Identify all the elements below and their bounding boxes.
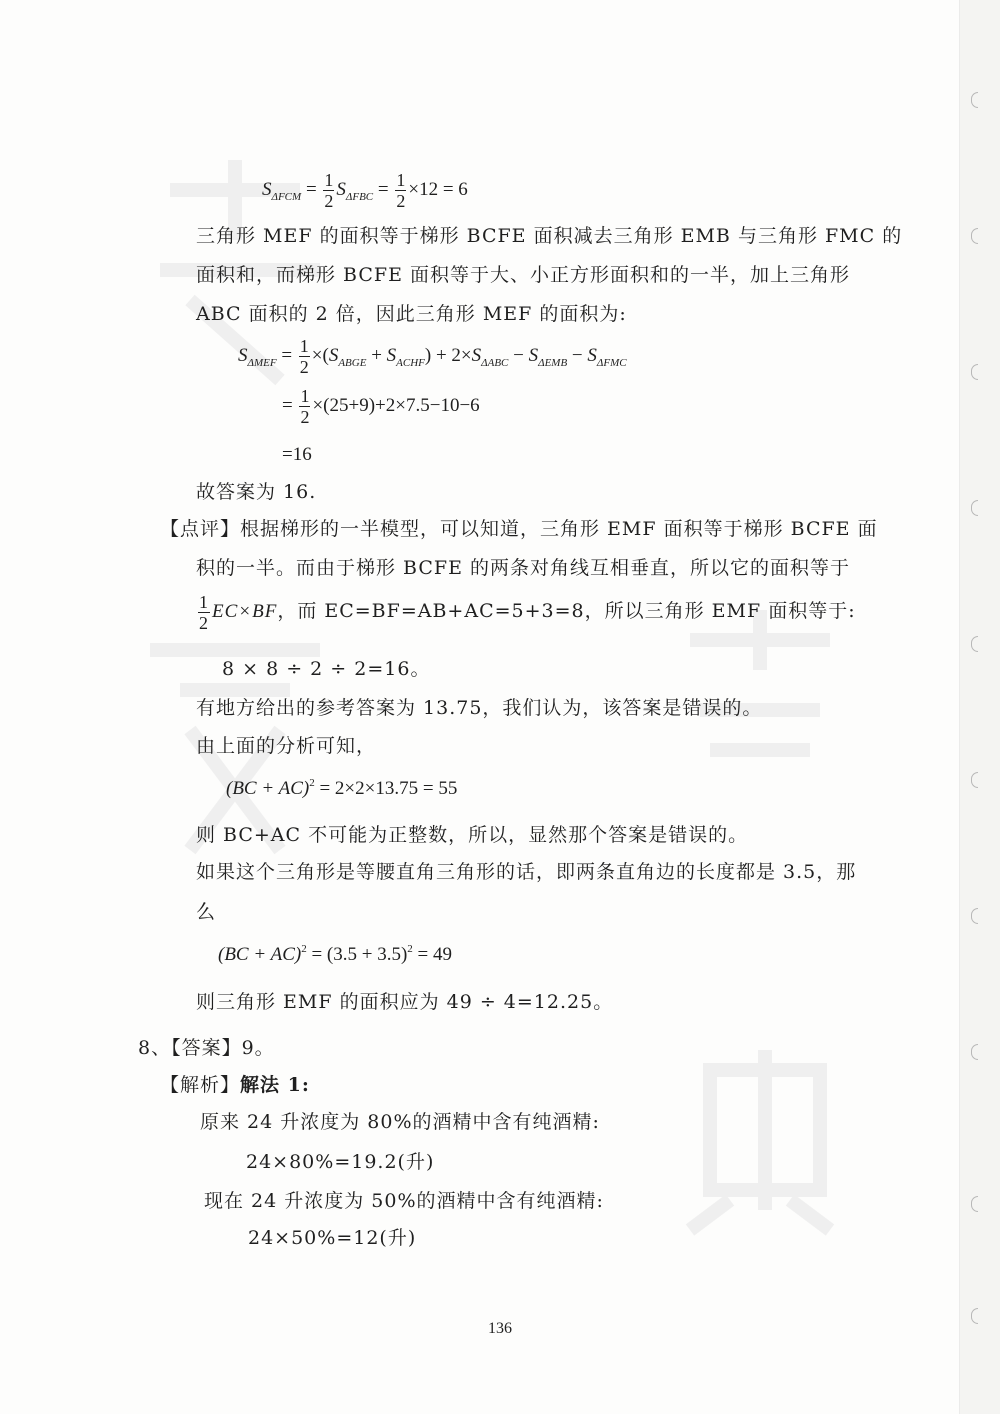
binder-hole	[971, 1196, 978, 1212]
binder-hole	[971, 228, 978, 244]
fraction-half: $\frac{1}{2}$	[300, 386, 310, 427]
paragraph-line: 三角形 MEF 的面积等于梯形 BCFE 面积减去三角形 EMB 与三角形 FMC 的	[196, 225, 903, 247]
paragraph-line: 有地方给出的参考答案为 13.75，我们认为，该答案是错误的。	[196, 697, 763, 719]
equation-square-1: (BC + AC)$^2$ = 2×2×13.75 = 55	[226, 777, 458, 799]
binder-hole	[971, 500, 978, 516]
binder-hole	[971, 92, 978, 108]
comment-line: 【点评】根据梯形的一半模型，可以知道，三角形 EMF 面积等于梯形 BCFE 面	[160, 518, 878, 540]
paragraph-line: 由上面的分析可知，	[196, 735, 377, 757]
question-8-answer: 8、【答案】9。	[138, 1037, 275, 1059]
binder-hole	[971, 364, 978, 380]
binder-hole	[971, 908, 978, 924]
fraction-half: $\frac{1}{2}$	[324, 170, 334, 211]
solution-header: 【解析】解法 1:	[160, 1074, 310, 1096]
conclusion-text: 故答案为 16.	[196, 481, 317, 503]
fraction-half: $\frac{1}{2}$	[299, 336, 309, 377]
paragraph-line: 么	[196, 901, 217, 923]
solution-line: 现在 24 升浓度为 50%的酒精中含有纯酒精:	[204, 1190, 604, 1212]
page-number: 136	[488, 1320, 512, 1337]
solution-line: 原来 24 升浓度为 80%的酒精中含有纯酒精:	[200, 1111, 600, 1133]
binder-hole	[971, 636, 978, 652]
paragraph-line: 则 BC+AC 不可能为正整数，所以，显然那个答案是错误的。	[196, 824, 749, 846]
paragraph-line: ABC 面积的 2 倍，因此三角形 MEF 的面积为:	[196, 303, 627, 325]
solution-calc: 24×50%=12(升)	[248, 1227, 417, 1249]
paragraph-line: 面积和，而梯形 BCFE 面积等于大、小正方形面积和的一半，加上三角形	[196, 264, 850, 286]
equation-fcm: $S_{\Delta FCM}$ = $\frac{1}{2}$ $S_{\Delta FBC}$ = $\frac{1}{2}$ ×12 = 6	[262, 170, 468, 211]
solution-calc: 24×80%=19.2(升)	[246, 1151, 435, 1173]
fraction-half: $\frac{1}{2}$	[396, 170, 406, 211]
comment-math: $\frac{1}{2}$ EC×BF	[199, 592, 278, 633]
equation-mef-row1: $S_{\Delta MEF}$ = $\frac{1}{2}$ $\times(S_{ABGE} + S_{ACHF}) + 2\times S_{\Delta ABC} - S_{\Delta EMB} - S_{\Delta FMC}$	[238, 336, 627, 377]
comment-line: $\frac{1}{2}$ EC×BF，而 EC=BF=AB+AC=5+3=8，所以三角形 EMF 面积等于:	[196, 592, 856, 633]
equation-mef-row3: =16	[282, 444, 312, 465]
comment-line: 积的一半。而由于梯形 BCFE 的两条对角线互相垂直，所以它的面积等于	[196, 557, 850, 579]
calc-line: 8 × 8 ÷ 2 ÷ 2=16。	[222, 658, 431, 680]
paragraph-line: 则三角形 EMF 的面积应为 49 ÷ 4=12.25。	[196, 991, 614, 1013]
equation-mef-row2: = $\frac{1}{2}$ ×(25+9)+2×7.5−10−6	[282, 386, 480, 427]
binder-hole	[971, 772, 978, 788]
equation-square-2: $(BC + AC)^2 = (3.5 + 3.5)^2 = 49$	[218, 943, 453, 965]
binder-hole	[971, 1044, 978, 1060]
comment-tag: 【点评】	[160, 518, 241, 540]
paragraph-line: 如果这个三角形是等腰直角三角形的话，即两条直角边的长度都是 3.5，那	[196, 861, 857, 883]
binder-margin	[959, 0, 1000, 1414]
